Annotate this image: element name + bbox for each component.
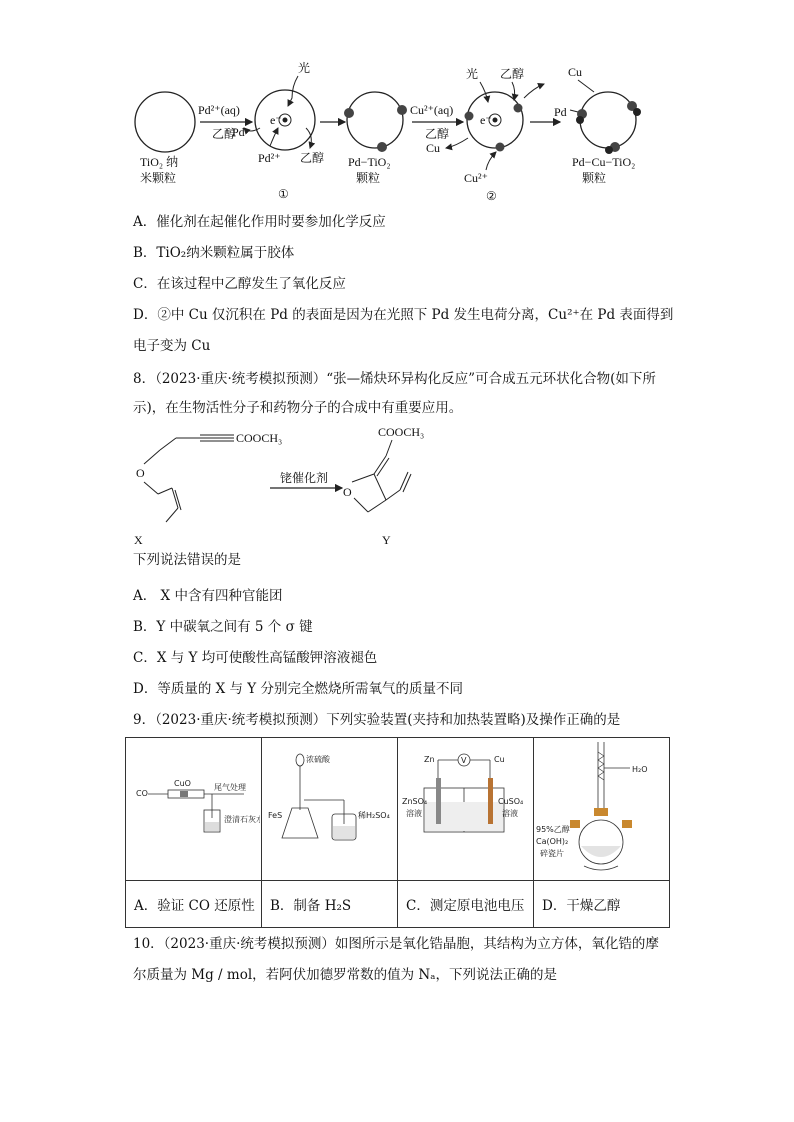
pd-right-label: Pd [554, 105, 567, 119]
panel-a-apparatus [126, 738, 260, 876]
q8-option-d: D．等质量的 X 与 Y 分别完全燃烧所需氧气的质量不同 [133, 681, 464, 697]
q7-option-d-line1: D．②中 Cu 仅沉积在 Pd 的表面是因为在光照下 Pd 发生电荷分离，Cu²⁺在 Pd 表面得到 [133, 307, 674, 323]
pd-tio2-particle [347, 92, 403, 148]
q9-apparatus-table [125, 737, 670, 928]
electron-label-2: e⁻ [480, 113, 492, 127]
panel-c-zn: Zn [424, 755, 435, 764]
panel-d-apparatus [534, 738, 668, 876]
panel-d-ethanol95: 95%乙醇 [536, 825, 570, 834]
panel-a-cuo: CuO [174, 779, 191, 788]
panel-b-dil-acid: 稀H₂SO₄ [358, 811, 390, 820]
final-label-2: 颗粒 [582, 171, 607, 185]
final-label-1: Pd−Cu−TiO₂ [572, 155, 636, 169]
pd-product-label: Pd [232, 125, 245, 139]
step1-number: ① [278, 187, 289, 201]
caption-a: A．验证 CO 还原性 [126, 881, 262, 928]
ethanol-label-3: 乙醇 [425, 127, 450, 141]
y-oxygen-label: O [343, 485, 352, 499]
q8-stem-line1: 8．（2023·重庆·统考模拟预测）“张—烯炔环异构化反应”可合成五元环状化合物(如下所 [133, 371, 656, 387]
cu-top-label: Cu [568, 65, 583, 79]
ethanol-label-4: 乙醇 [500, 67, 525, 81]
q7-option-c: C．在该过程中乙醇发生了氧化反应 [133, 276, 346, 292]
q10-stem-line1: 10．（2023·重庆·统考模拟预测）如图所示是氧化锆晶胞，其结构为立方体，氧化锆的摩 [133, 936, 659, 952]
caption-c: C．测定原电池电压 [398, 881, 534, 928]
panel-b-fes: FeS [268, 811, 283, 820]
pd2plus-label: Pd²⁺ [258, 151, 281, 165]
step2-number: ② [486, 189, 497, 203]
panel-a-co: CO [136, 789, 148, 798]
ethanol-label-1: 乙醇 [212, 127, 237, 141]
enyne-cycloisomerization-scheme [130, 420, 460, 550]
q8-option-b: B．Y 中碳氧之间有 5 个 σ 键 [133, 619, 313, 635]
tio2-label-1: TiO₂ 纳 [140, 155, 179, 169]
panel-a-tail: 尾气处理 [214, 783, 246, 792]
panel-c-apparatus [398, 738, 532, 876]
catalyst-label: 铑催化剂 [280, 471, 329, 485]
pd-tio2-label-1: Pd−TiO₂ [348, 155, 391, 169]
panel-c-voltmeter: V [461, 756, 467, 765]
panel-b-apparatus [262, 738, 396, 876]
cu-aq-label: Cu²⁺(aq) [410, 103, 454, 117]
panel-c-cuso4: CuSO₄ [498, 797, 524, 806]
q8-stem-line2: 示)，在生物活性分子和药物分子的合成中有重要应用。 [133, 400, 463, 416]
caption-d: D．干燥乙醇 [534, 881, 670, 928]
caption-b: B．制备 H₂S [262, 881, 398, 928]
panel-c-solution-1: 溶液 [406, 809, 422, 818]
q8-option-a: A． X 中含有四种官能团 [133, 588, 283, 604]
q7-option-a: A．催化剂在起催化作用时要参加化学反应 [133, 214, 386, 230]
panel-d-caoh2: Ca(OH)₂ [536, 837, 569, 846]
light-label-2: 光 [466, 67, 479, 81]
panel-c-cu: Cu [494, 755, 505, 764]
panel-c-solution-2: 溶液 [502, 809, 518, 818]
x-oxygen-label: O [136, 466, 145, 480]
q9-stem: 9．（2023·重庆·统考模拟预测）下列实验装置(夹持和加热装置略)及操作正确的是 [133, 712, 621, 728]
panel-c-znso4: ZnSO₄ [402, 797, 428, 806]
electron-label-1: e⁻ [270, 113, 282, 127]
cu2plus-label: Cu²⁺ [464, 171, 488, 185]
panel-d-water: H₂O [632, 765, 648, 774]
pd-aq-label: Pd²⁺(aq) [198, 103, 240, 117]
panel-d-chips: 碎瓷片 [540, 849, 564, 858]
q7-option-d-line2: 电子变为 Cu [133, 338, 211, 354]
q8-option-c: C．X 与 Y 均可使酸性高锰酸钾溶液褪色 [133, 650, 378, 666]
tio2-particle [135, 92, 195, 152]
panel-b-conc-acid: 浓硫酸 [306, 755, 330, 764]
tio2-label-2: 米颗粒 [140, 171, 177, 185]
q8-question: 下列说法错误的是 [133, 552, 241, 568]
y-compound-label: Y [382, 533, 391, 547]
panel-a-limewater: 澄清石灰水 [224, 815, 260, 824]
pd-tio2-label-2: 颗粒 [356, 171, 381, 185]
ethanol-label-2: 乙醇 [300, 151, 325, 165]
cu-left-label: Cu [426, 141, 441, 155]
light-label-1: 光 [298, 61, 311, 75]
q10-stem-line2: 尔质量为 Mg / mol，若阿伏加德罗常数的值为 Nₐ，下列说法正确的是 [133, 967, 557, 983]
x-compound-label: X [134, 533, 143, 547]
y-cooch3-label: COOCH₃ [378, 425, 425, 439]
pd-cu-tio2-particle [580, 92, 636, 148]
q7-option-b: B．TiO₂纳米颗粒属于胶体 [133, 245, 295, 261]
catalyst-mechanism-diagram [120, 58, 680, 208]
x-cooch3-label: COOCH₃ [236, 431, 283, 445]
